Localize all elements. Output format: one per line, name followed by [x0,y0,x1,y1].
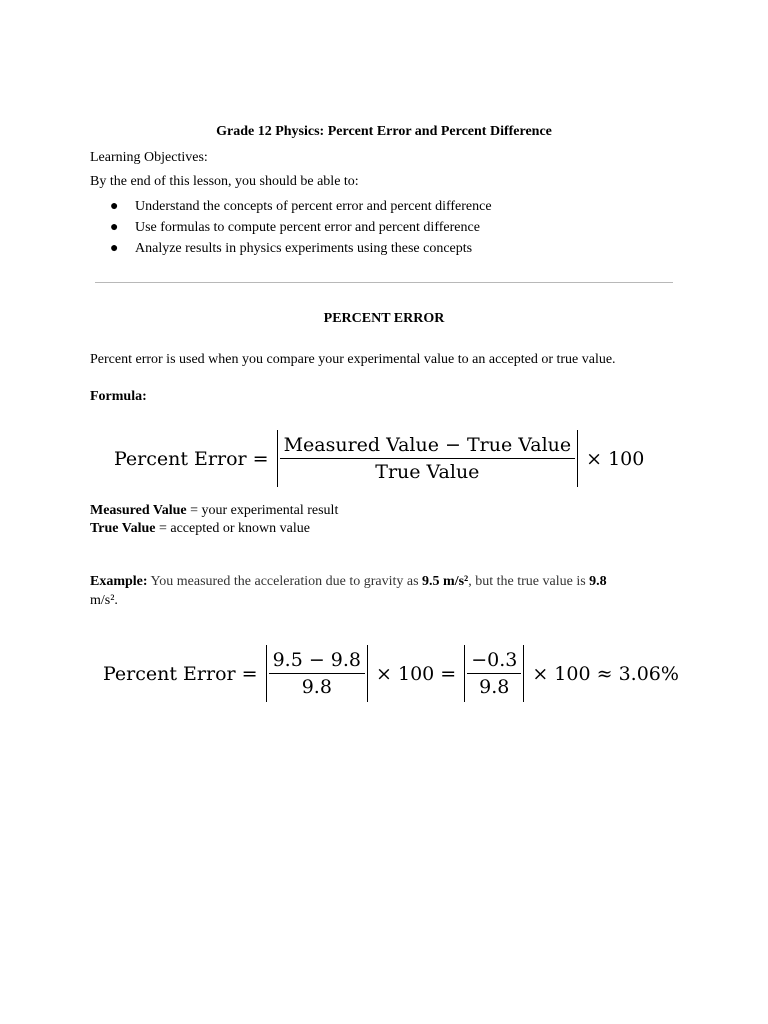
section-divider [95,282,673,283]
example-text: , but the true value is [468,574,590,589]
calc-lhs: Percent Error = [103,662,258,685]
objectives-intro: By the end of this lesson, you should be able to: [90,174,359,189]
bullet-icon: ● [110,220,119,235]
objective-text: Understand the concepts of percent error and percent difference [135,199,492,214]
calc-numerator-1: 9.5 − 9.8 [272,649,362,671]
absolute-value-bars [266,645,368,702]
example-calculation [103,645,679,702]
formula-multiplier: × 100 [586,447,645,470]
bullet-icon: ● [110,241,119,256]
calc-numerator-2: −0.3 [471,649,518,671]
formula-numerator: Measured Value − True Value [283,434,572,456]
section-heading-percent-error: PERCENT ERROR [323,311,445,326]
calc-mid: × 100 = [376,662,457,685]
document-title: Grade 12 Physics: Percent Error and Percent Difference [216,124,552,139]
formula-denominator: True Value [375,461,480,483]
objectives-list [110,196,492,259]
bullet-icon: ● [110,199,119,214]
example-text: You measured the acceleration due to gravity as [147,574,423,589]
list-item [110,238,492,259]
definition-term: True Value [90,521,156,536]
definition-true [90,521,310,537]
example-label: Example: [90,574,148,589]
example-line-1 [90,574,607,590]
example-measured-value: 9.5 m/s² [422,574,469,589]
example-line-2: m/s². [90,593,118,608]
definition-measured [90,503,338,519]
absolute-value-bars [464,645,524,702]
calc-denominator-1: 9.8 [301,676,332,698]
list-item [110,217,492,238]
formula-fraction [280,432,576,485]
example-true-value: 9.8 [589,574,607,589]
objectives-heading: Learning Objectives: [90,150,208,165]
objective-text: Use formulas to compute percent error and percent difference [135,220,480,235]
calc-fraction-2 [467,647,521,700]
definition-term: Measured Value [90,503,187,518]
formula-label: Formula: [90,389,147,404]
definition-text: = accepted or known value [155,521,310,536]
percent-error-description: Percent error is used when you compare your experimental value to an accepted or true value. [90,352,616,367]
definition-text: = your experimental result [186,503,339,518]
calc-result: × 100 ≈ 3.06% [532,662,679,685]
objective-text: Analyze results in physics experiments using these concepts [135,241,473,256]
formula-lhs: Percent Error = [114,447,269,470]
calc-fraction-1 [269,647,365,700]
list-item [110,196,492,217]
percent-error-formula [114,430,644,487]
absolute-value-bars [277,430,579,487]
calc-denominator-2: 9.8 [479,676,510,698]
